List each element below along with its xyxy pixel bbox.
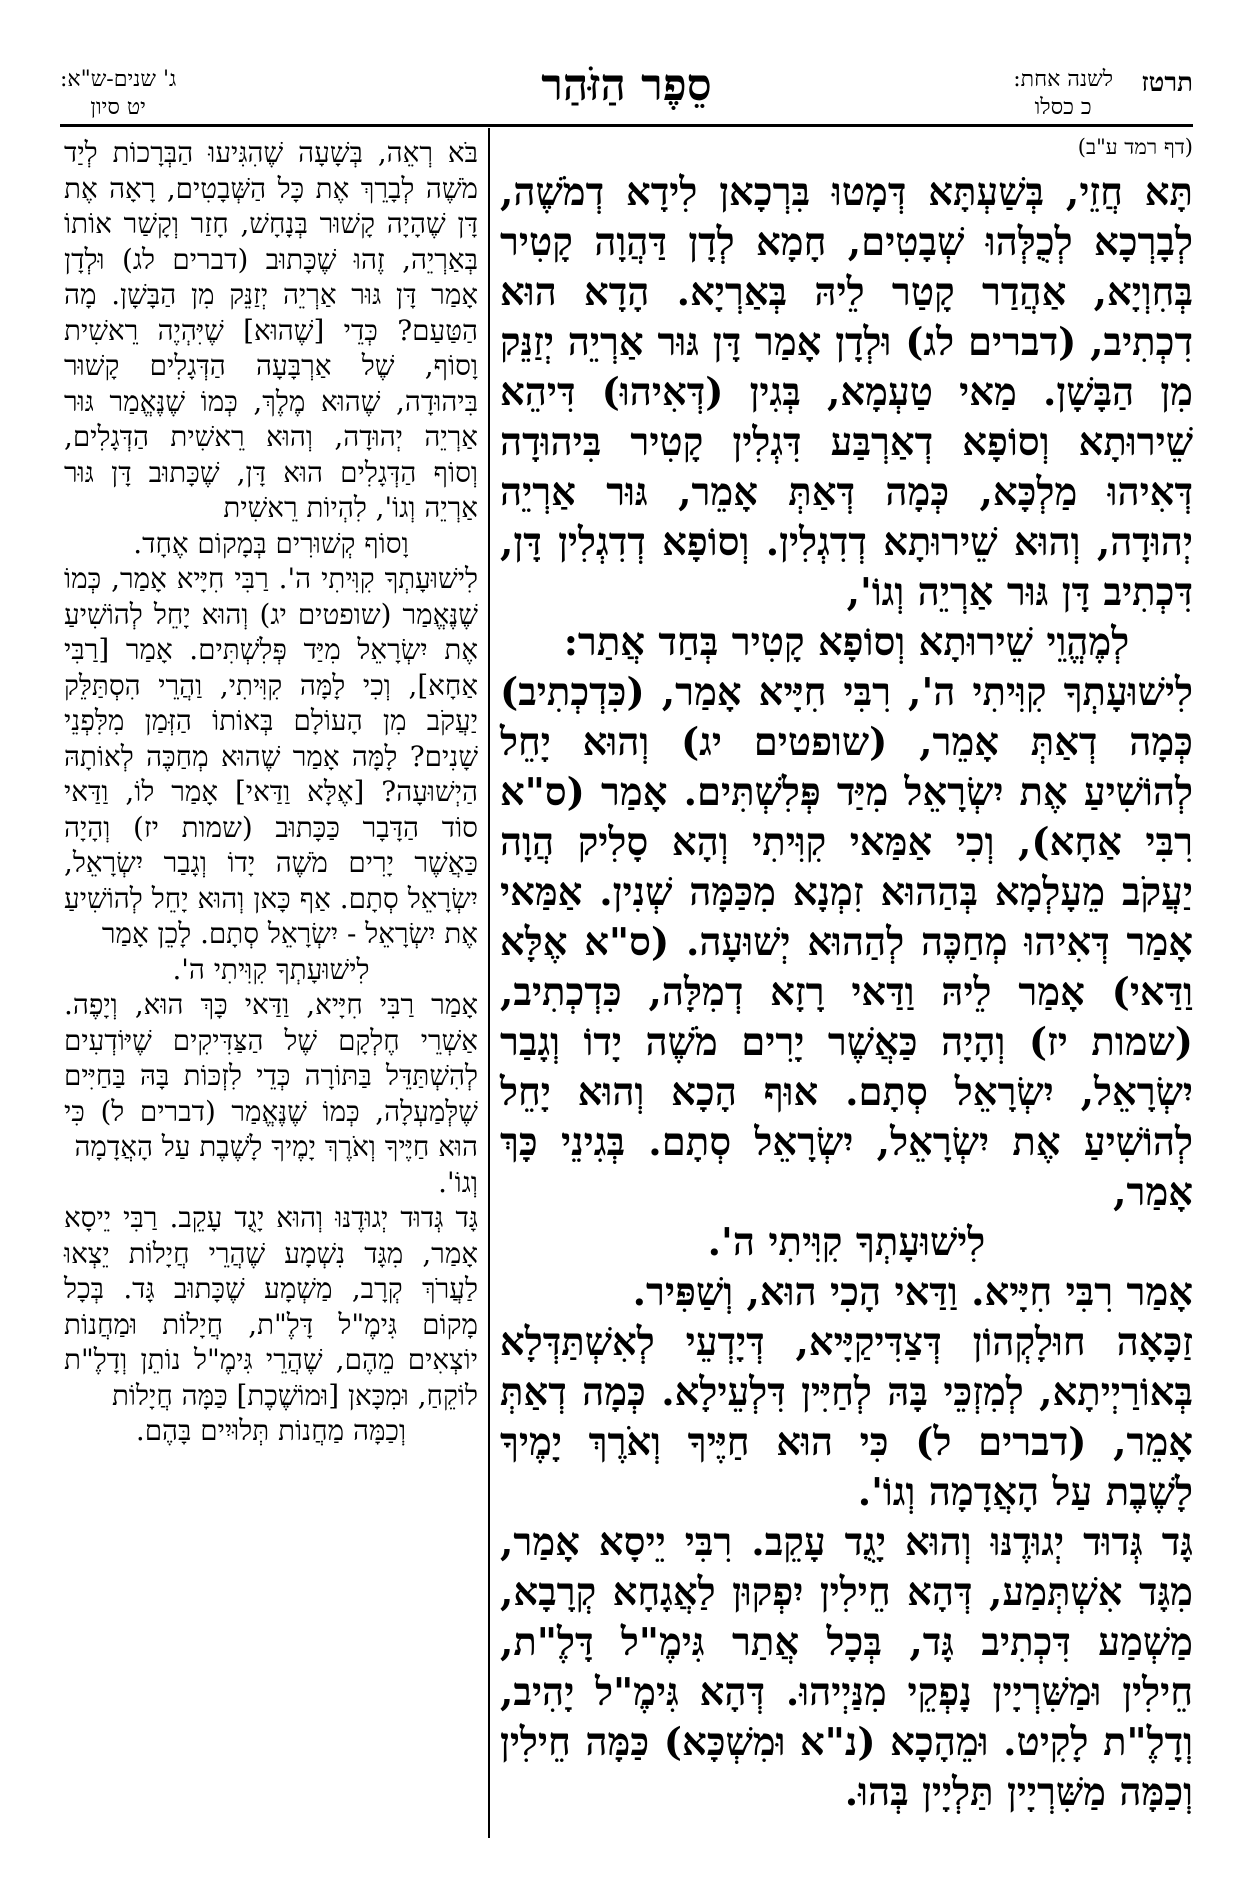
translation-paragraph: אָמַר רַבִּי חִיָּיא, וַדַּאי כָּךְ הוּא, וְיָפֶה. אַשְׁרֵי חֶלְקָם שֶׁל הַצַּדִּיקִים שֶׁיּוֹדְעִים לְהִשְׁתַּדֵּל בַּתּוֹרָה כְּדֵי לִזְכּוֹת בָּהּ בַּחַיִּים שֶׁלְּמַעְלָה, כְּמוֹ שֶׁנֶּאֱמַר (דברים ל) כִּי הוּא חַיֶּיךָ וְאֹרֶךְ יָמֶיךָ לָשֶׁבֶת עַל הָאֲדָמָה <box>64 988 478 1163</box>
three-year-label: ג' שנים-ש"א: <box>60 67 177 92</box>
header-divider <box>60 124 1193 127</box>
three-year-schedule <box>60 66 176 122</box>
hebrew-translation-column <box>64 135 478 1449</box>
translation-paragraph: וְגוֹ'. <box>438 1165 478 1199</box>
main-paragraph: תָּא חֲזֵי, בְּשַׁעְתָּא דְּמָטוּ בִּרְכָאן לִידָא דְמֹשֶׁה, לְבָרְכָא לְכֻלְּהוּ שְׁבָטִים, חָמָא לְדָן דַּהֲוָה קָטִיר בְּחִוְיָא, אַהֲדַר קָטַר לֵיהּ בְּאַרְיָא. הָדָא הוּא דִכְתִיב, (דברים לג) וּלְדָן אָמַר דָּן גּוּר אַרְיֵה יְזַנֵּק מִן הַבָּשָׁן. מַאי טַעְמָא, בְּגִין (דְּאִיהוּ) דִּיהֵא שֵׁירוּתָא וְסוֹפָא דְאַרְבַּע דִּגְלִין קָטִיר בִּיהוּדָה דְּאִיהוּ מַלְכָּא, כְּמָה דְּאַתְּ אָמֵר, גּוּר אַרְיֵה יְהוּדָה, וְהוּא שֵׁירוּתָא דְדִגְלִין. וְסוֹפָא דְדִגְלִין דָּן, דִּכְתִיב דָּן גּוּר אַרְיֵה וְגוֹ', <box>500 170 1193 615</box>
translation-paragraph: בֹּא רְאֵה, בְּשָׁעָה שֶׁהִגִּיעוּ הַבְּרָכוֹת לְיַד מֹשֶׁה לְבָרֵךְ אֶת כָּל הַשְּׁבָטִים, רָאָה אֶת דָּן שֶׁהָיָה קָשׁוּר בְּנָחָשׁ, חָזַר וְקָשַׁר אוֹתוֹ בְּאַרְיֵה, זֶהוּ שֶׁכָּתוּב (דברים לג) וּלְדָן אָמַר דָּן גּוּר אַרְיֵה יְזַנֵּק מִן הַבָּשָׁן. מָה הַטַּעַם? כְּדֵי [שֶׁהוּא] שֶׁיִּהְיֶה רֵאשִׁית וָסוֹף, שֶׁל אַרְבָּעָה הַדְּגָלִים קָשׁוּר בִּיהוּדָה, שֶׁהוּא מֶלֶךְ, כְּמוֹ שֶׁנֶּאֱמַר גּוּר אַרְיֵה יְהוּדָה, וְהוּא רֵאשִׁית הַדְּגָלִים, וְסוֹף הַדְּגָלִים הוּא דָּן, שֶׁכָּתוּב דָּן גּוּר אַרְיֵה וְגוֹ', לִהְיוֹת רֵאשִׁית <box>64 136 478 524</box>
translation-paragraph: וָסוֹף קְשׁוּרִים בְּמָקוֹם אֶחָד. <box>133 526 409 560</box>
one-year-date: כ כסלו <box>1034 95 1092 120</box>
page-number: תרטז <box>1141 68 1193 98</box>
book-title: סֵפֶר הַזֹּהַר <box>541 60 712 111</box>
translation-paragraph: וְכַמָּה מַחֲנוֹת תְּלוּיִים בָּהֶם. <box>135 1414 407 1447</box>
page-header <box>60 62 1193 122</box>
main-paragraph: גָּד גְּדוּד יְגוּדֶנּוּ וְהוּא יָגֻד עָקֵב. רִבִּי יֵיסָא אָמַר, מִגָּד אִשְׁתְּמַע, דְּהָא חֵילִין יִפְקוּן לַאֲגָחָא קְרָבָא, מַשְׁמַע דִּכְתִיב גָּד, בְּכָל אֲתַר גִּימֶ"ל דָּלֶ"ת, חֵילִין וּמַשִּׁרְיָין נָפְקֵי מִנַּיְיהוּ. דְּהָא גִּימֶ"ל יָהִיב, וְדָלֶ"ת לָקִיט. וּמֵהָכָא (נ"א וּמִשְׁכָּא) כַּמָּה חֵילִין וְכַמָּה מַשִּׁרְיָין תַּלְיָין בְּהוּ. <box>500 1520 1193 1815</box>
main-paragraph: לִישׁוּעָתְךָ קִוִּיתִי ה', רִבִּי חִיָּיא אָמַר, (כִּדְכְתִיב) כְּמָה דְאַתְּ אָמֵר, (שופטים יג) וְהוּא יָחֵל לְהוֹשִׁיעַ אֶת יִשְׂרָאֵל מִיַּד פְּלִשְׁתִּים. אָמַר (ס"א רִבִּי אַחָא), וְכִי אַמַּאי קִוִּיתִי וְהָא סָלִיק הֲוָה יַעֲקֹב מֵעָלְמָא בְּהַהוּא זִמְנָא מִכַּמָּה שְׁנִין. אַמַּאי אָמַר דְּאִיהוּ מְחַכֶּה לְהַהוּא יְשׁוּעָה. (ס"א אֶלָּא וַדַּאי) אָמַר לֵיהּ וַדַּאי רָזָא דְמִלָּה, כִּדְכְתִיב, (שמות יז) וְהָיָה כַּאֲשֶׁר יָרִים מֹשֶׁה יָדוֹ וְגָבַר יִשְׂרָאֵל, יִשְׂרָאֵל סְתָם. אוּף הָכָא וְהוּא יָחֵל לְהוֹשִׁיעַ אֶת יִשְׂרָאֵל, יִשְׂרָאֵל סְתָם. בְּגִינֵי כָּךְ אָמַר, <box>500 670 1193 1215</box>
one-year-label: לשנה אחת: <box>1013 67 1113 92</box>
main-paragraph: לְמֶהֱוֵי שֵׁירוּתָא וְסוֹפָא קָטִיר בְּחַד אֲתַר: <box>563 620 1130 665</box>
column-divider <box>488 128 490 1838</box>
translation-paragraph: לִישׁוּעָתְךָ קִוִּיתִי ה'. <box>172 952 370 986</box>
three-year-date: יט סיון <box>90 95 146 120</box>
aramaic-column <box>500 135 1193 1818</box>
main-paragraph: אָמַר רִבִּי חִיָּיא. וַדַּאי הָכִי הוּא, וְשַׁפִּיר. <box>632 1270 1193 1315</box>
main-paragraph: לִישׁוּעָתְךָ קִוִּיתִי ה'. <box>707 1220 986 1265</box>
translation-paragraph: גָּד גְּדוּד יְגוּדֶנּוּ וְהוּא יָגֻד עָקֵב. רַבִּי יֵיסָא אָמַר, מִגָּד נִשְׁמָע שֶׁהֲרֵי חֲיָלוֹת יֵצְאוּ לַעֲרֹךְ קְרָב, מַשְׁמָע שֶׁכָּתוּב גָּד. בְּכָל מָקוֹם גִּימֶ"ל דָּלֶ"ת, חֲיָלוֹת וּמַחֲנוֹת יוֹצְאִים מֵהֶם, שֶׁהֲרֵי גִּימֶ"ל נוֹתֵן וְדָלֶ"ת לוֹקֵחַ, וּמִכָּאן [וּמוֹשֶׁכֶת] כַּמָּה חֲיָלוֹת <box>64 1201 478 1412</box>
translation-paragraph: לִישׁוּעָתְךָ קִוִּיתִי ה'. רַבִּי חִיָּיא אָמַר, כְּמוֹ שֶׁנֶּאֱמַר (שופטים יג) וְהוּא יָחֵל לְהוֹשִׁיעַ אֶת יִשְׂרָאֵל מִיַּד פְּלִשְׁתִּים. אָמַר [רַבִּי אַחָא], וְכִי לָמָּה קִוִּיתִי, וַהֲרֵי הִסְתַּלֵּק יַעֲקֹב מִן הָעוֹלָם בְּאוֹתוֹ הַזְּמַן מִלִּפְנֵי שָׁנִים? לָמָּה אָמַר שֶׁהוּא מְחַכֶּה לְאוֹתָהּ הַיְשׁוּעָה? [אֶלָּא וַדַּאי] אָמַר לוֹ, וַדַּאי סוֹד הַדָּבָר כַּכָּתוּב (שמות יז) וְהָיָה כַּאֲשֶׁר יָרִים מֹשֶׁה יָדוֹ וְגָבַר יִשְׂרָאֵל, יִשְׂרָאֵל סְתָם. אַף כָּאן וְהוּא יָחֵל לְהוֹשִׁיעַ אֶת יִשְׂרָאֵל - יִשְׂרָאֵל סְתָם. לָכֵן אָמַר <box>64 562 478 950</box>
main-paragraph: זַכָּאָה חוּלָקְהוֹן דְּצַדִּיקַיָּיא, דְּיָדְעֵי לְאִשְׁתַּדְּלָא בְּאוֹרַיְיתָא, לְמִזְכֵּי בָּהּ לְחַיִּין דִּלְעֵילָא. כְּמָה דְאַתְּ אָמֵר, (דברים ל) כִּי הוּא חַיֶּיךָ וְאֹרֶךְ יָמֶיךָ לָשֶׁבֶת עַל הָאֲדָמָה וְגוֹ'. <box>500 1320 1193 1515</box>
daf-reference: (דף רמד ע"ב) <box>1077 135 1193 159</box>
